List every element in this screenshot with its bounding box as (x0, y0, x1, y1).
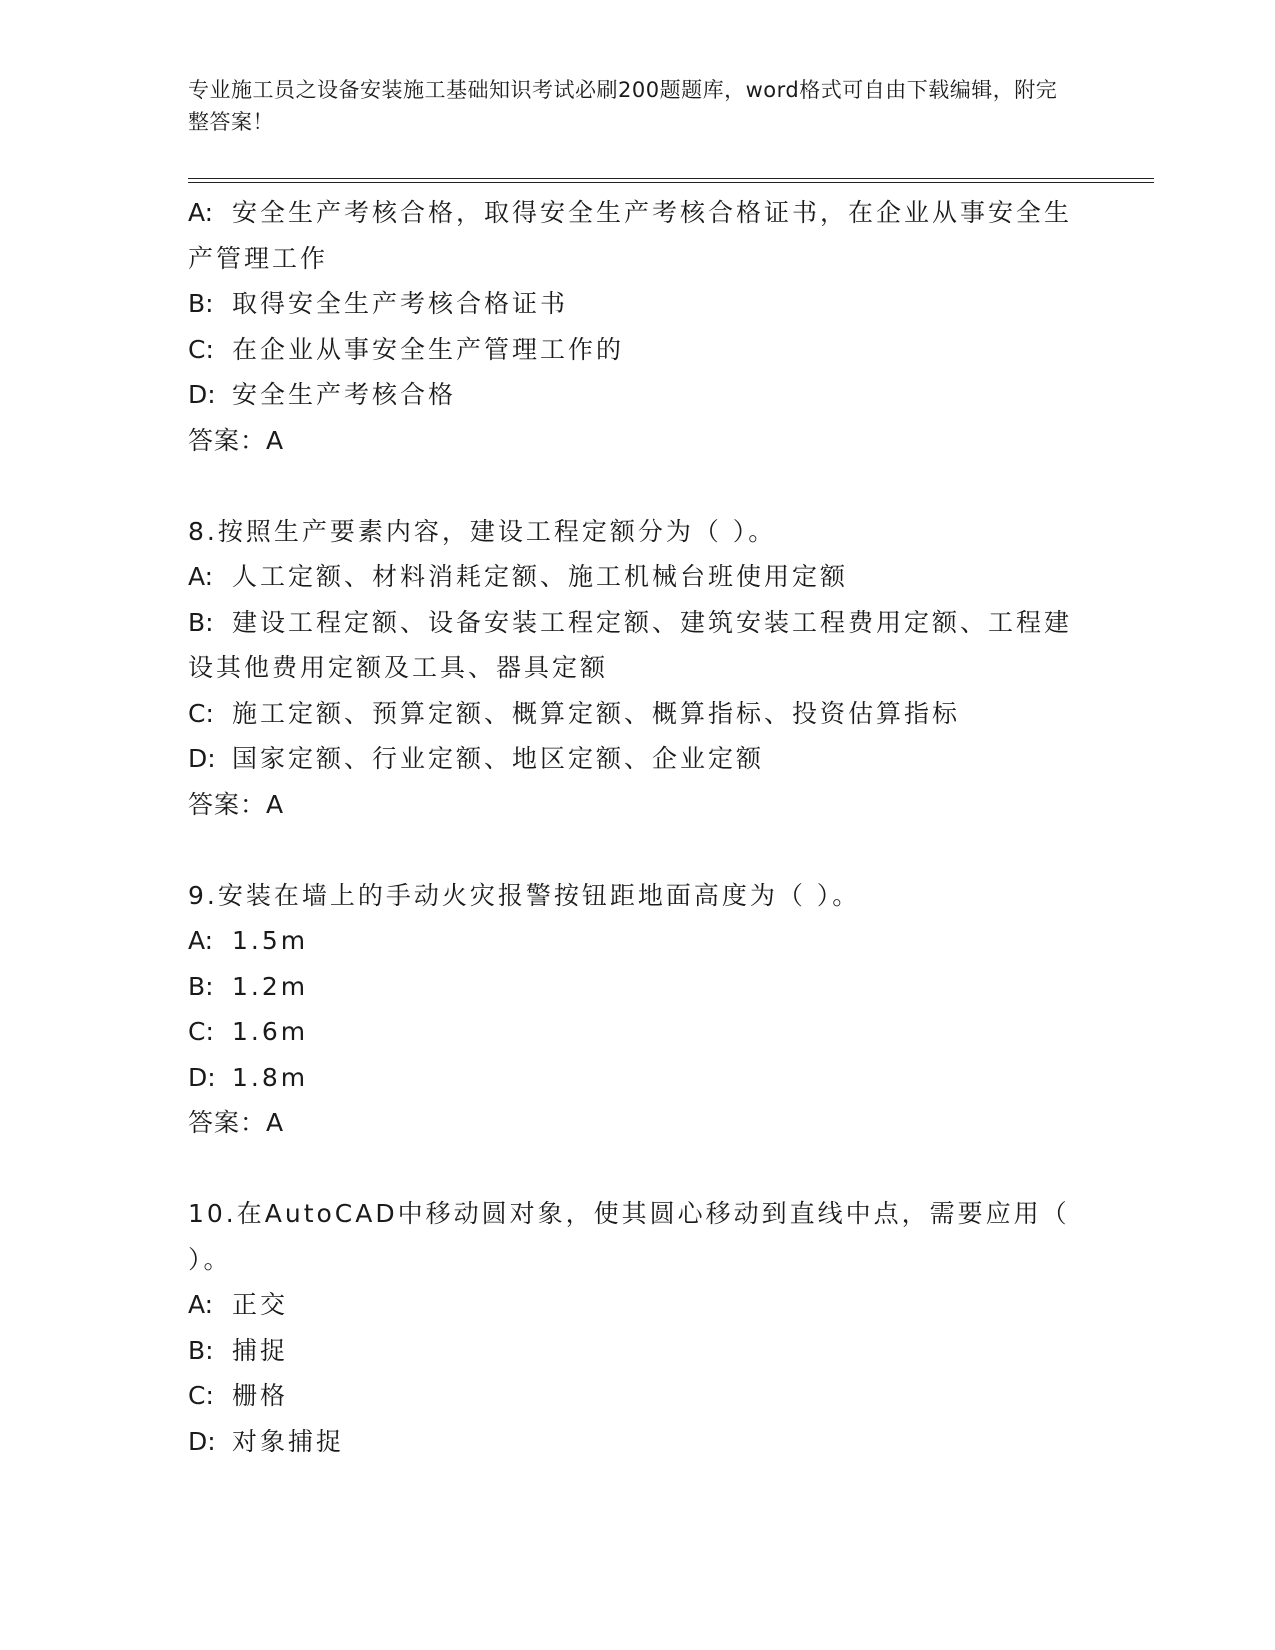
option-letter: B: (188, 971, 214, 1001)
option-letter: A: (188, 198, 214, 227)
option-letter: C: (188, 334, 214, 364)
option-c (188, 1373, 1088, 1419)
option-b (188, 281, 1088, 327)
document-header (188, 74, 1068, 138)
header-title: 专业施工员之设备安装施工基础知识考试必刷200题题库，word格式可自由下载编辑，附完整答案！ (188, 78, 1058, 134)
option-c (188, 691, 1088, 737)
option-d (188, 1055, 1088, 1101)
option-text: 建设工程定额、设备安装工程定额、建筑安装工程费用定额、工程建设其他费用定额及工具、器具定额 (188, 607, 1073, 682)
option-a (188, 554, 1088, 600)
question-block-8 (188, 509, 1088, 828)
option-text: 人工定额、材料消耗定额、施工机械台班使用定额 (232, 562, 849, 591)
option-text: 安全生产考核合格，取得安全生产考核合格证书，在企业从事安全生产管理工作 (188, 198, 1073, 273)
question-block-10 (188, 1191, 1088, 1464)
option-letter: C: (188, 1017, 214, 1046)
option-a (188, 918, 1088, 964)
option-text: 对象捕捉 (232, 1426, 345, 1456)
option-text: 捕捉 (232, 1335, 289, 1365)
option-d (188, 736, 1088, 782)
option-d (188, 372, 1088, 418)
question-list (188, 190, 1088, 1464)
option-text: 1.5m (232, 926, 309, 955)
question-stem: 8.按照生产要素内容，建设工程定额分为（ ）。 (188, 516, 777, 546)
option-letter: C: (188, 698, 214, 728)
option-a (188, 190, 1088, 281)
option-c (188, 1009, 1088, 1055)
option-text: 1.2m (232, 971, 309, 1001)
question-block-7 (188, 190, 1088, 463)
option-text: 栅格 (232, 1381, 289, 1410)
option-text: 取得安全生产考核合格证书 (232, 289, 569, 318)
question-stem: 9.安装在墙上的手动火灾报警按钮距地面高度为（ ）。 (188, 880, 861, 910)
option-text: 安全生产考核合格 (232, 380, 457, 409)
option-text: 施工定额、预算定额、概算定额、概算指标、投资估算指标 (232, 698, 961, 728)
header-divider-second (188, 182, 1154, 183)
option-letter: B: (188, 1335, 214, 1365)
option-letter: D: (188, 380, 216, 409)
answer-line: 答案：A (188, 1108, 285, 1137)
option-text: 1.6m (232, 1017, 309, 1046)
option-letter: D: (188, 744, 216, 773)
header-divider (188, 178, 1154, 179)
option-text: 在企业从事安全生产管理工作的 (232, 334, 625, 364)
option-b (188, 1328, 1088, 1374)
option-letter: D: (188, 1426, 216, 1456)
option-text: 1.8m (232, 1062, 309, 1092)
option-letter: A: (188, 926, 214, 955)
spacer (188, 463, 1088, 509)
option-letter: D: (188, 1062, 216, 1092)
option-letter: C: (188, 1381, 214, 1410)
option-letter: B: (188, 289, 214, 318)
option-text: 国家定额、行业定额、地区定额、企业定额 (232, 744, 765, 773)
option-letter: A: (188, 562, 214, 591)
option-letter: B: (188, 607, 214, 637)
option-b (188, 964, 1088, 1010)
option-b (188, 600, 1088, 691)
option-a (188, 1282, 1088, 1328)
answer-line: 答案：A (188, 425, 285, 455)
option-d (188, 1419, 1088, 1465)
option-c (188, 327, 1088, 373)
spacer (188, 1146, 1088, 1192)
option-text: 正交 (232, 1290, 289, 1319)
question-stem: 10.在AutoCAD中移动圆对象，使其圆心移动到直线中点，需要应用（ ）。 (188, 1199, 1070, 1274)
question-block-9 (188, 873, 1088, 1146)
spacer (188, 827, 1088, 873)
option-letter: A: (188, 1290, 214, 1319)
answer-line: 答案：A (188, 789, 285, 819)
